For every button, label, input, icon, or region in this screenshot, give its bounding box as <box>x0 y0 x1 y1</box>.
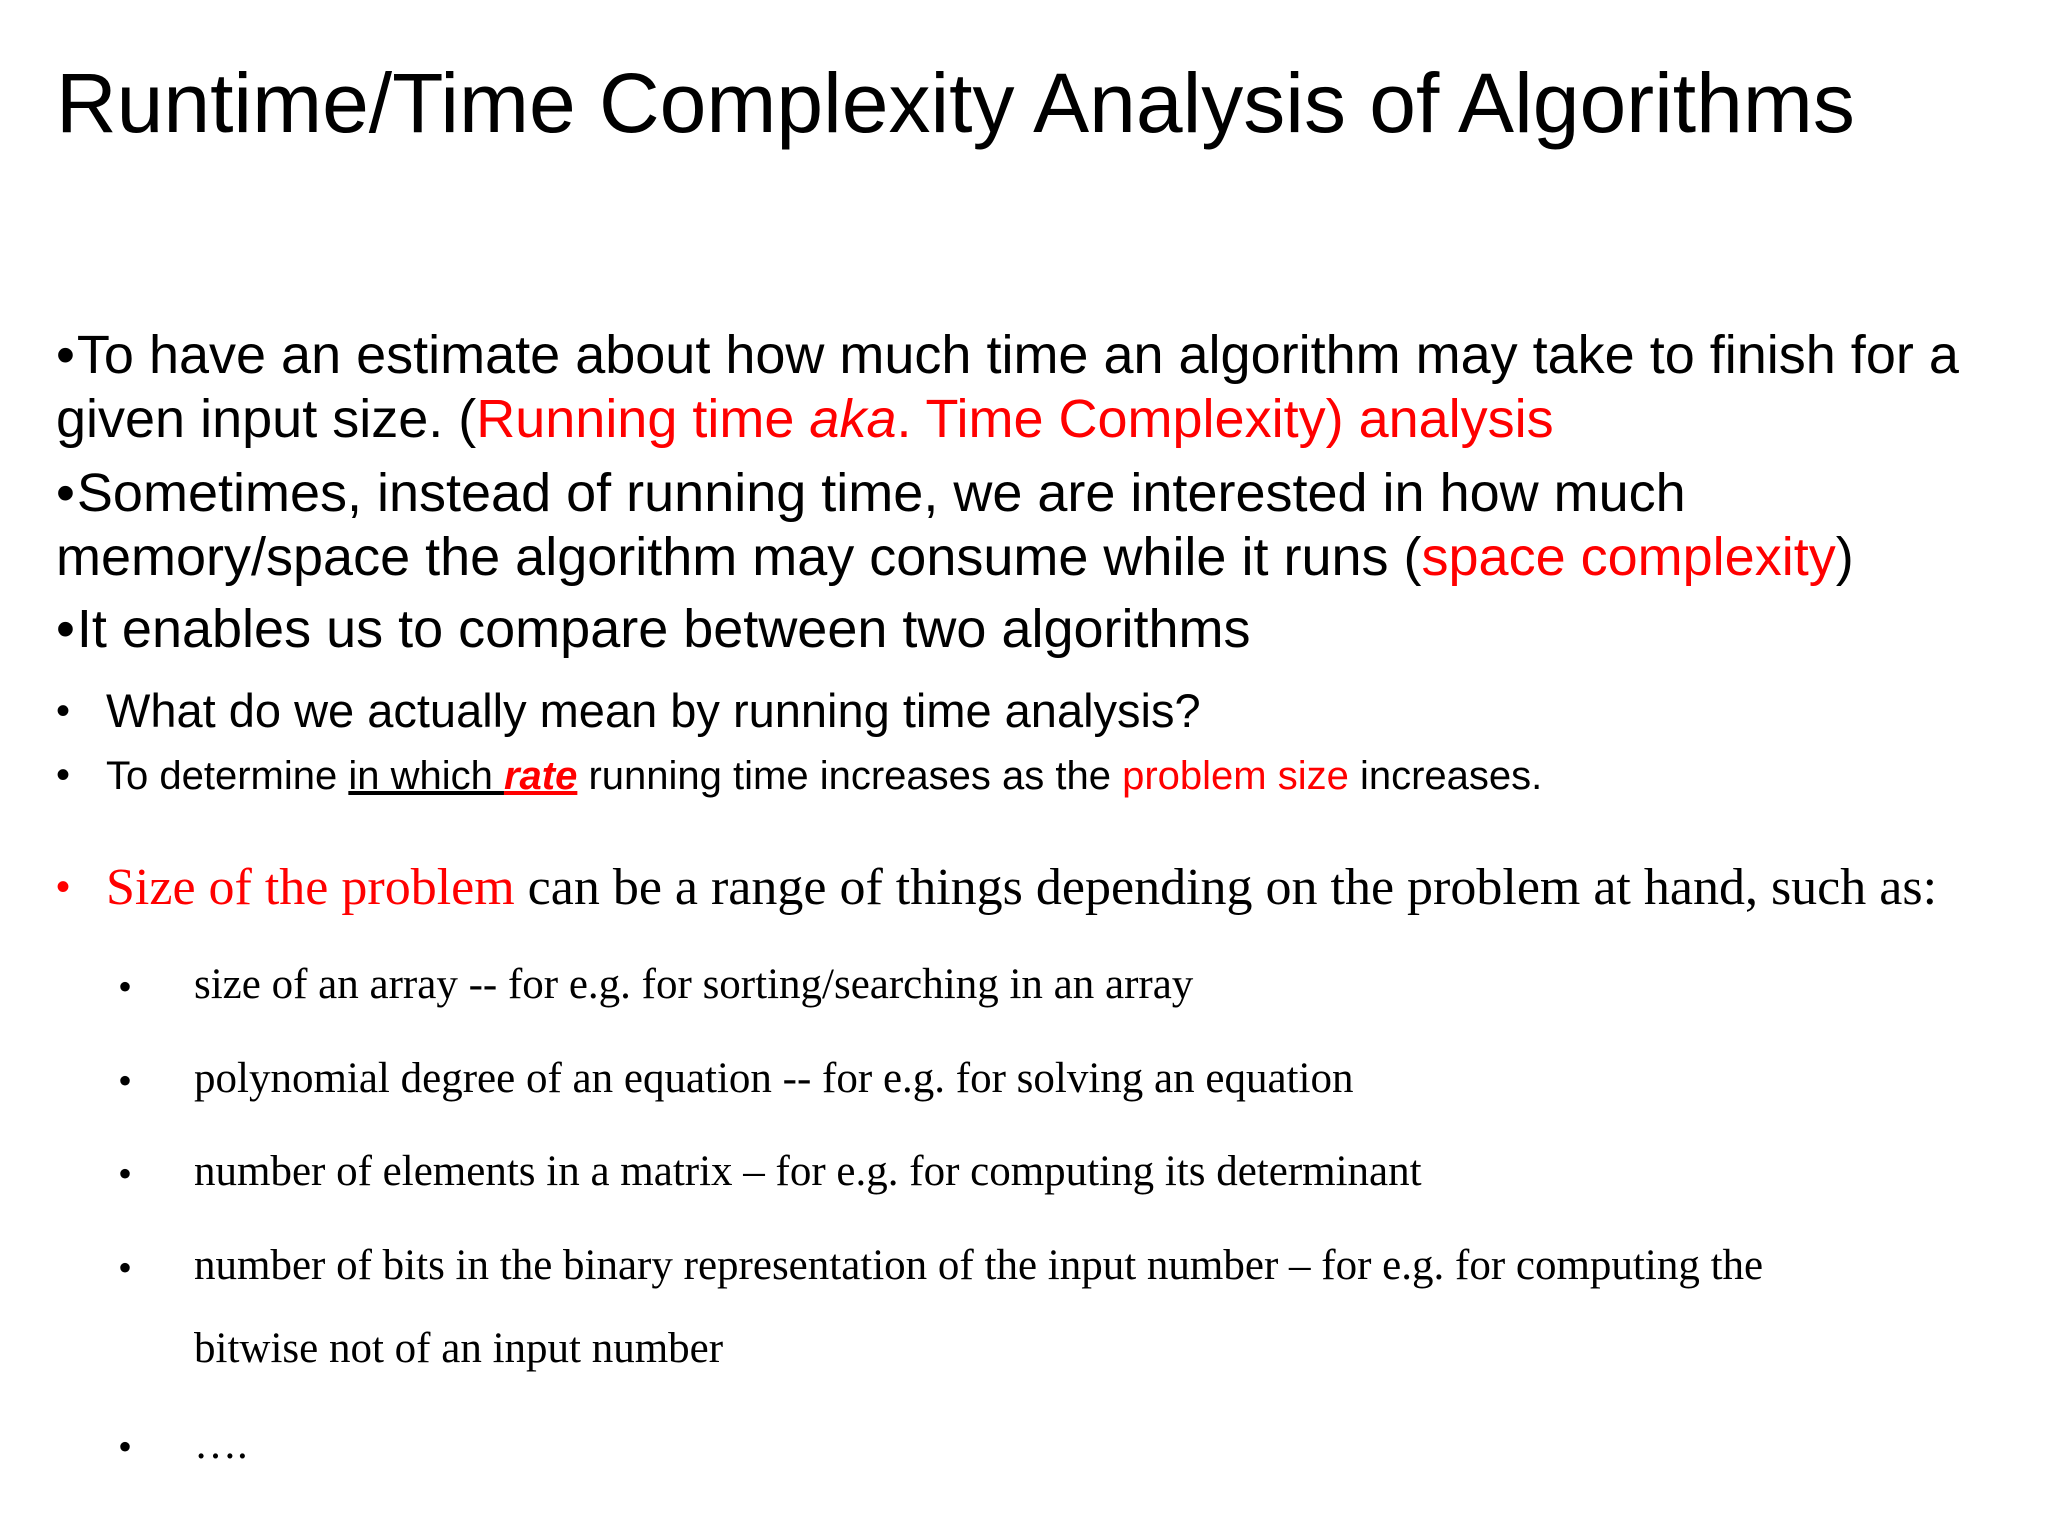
paragraph-estimate-line1 <box>56 322 1959 388</box>
sub-bullet-dot: • <box>118 1058 133 1103</box>
sub-bullet-dot: • <box>118 1151 133 1196</box>
list-item-ellipsis: …. <box>194 1421 248 1468</box>
paragraph-determine <box>106 751 1542 801</box>
list-item: polynomial degree of an equation -- for e.g. for solving an equation <box>194 1055 1354 1102</box>
paragraph-text: Sometimes, instead of running time, we are interested in how much <box>76 463 1686 523</box>
sub-bullet-dot: • <box>118 1245 133 1290</box>
paragraph-text: To have an estimate about how much time an algorithm may take to finish for a <box>76 325 1959 385</box>
paragraph-text: To determine <box>106 754 349 798</box>
paragraph-space-line2 <box>56 524 1854 590</box>
bullet-dot: • <box>56 463 75 523</box>
paragraph-text: increases. <box>1348 754 1543 798</box>
list-item: number of elements in a matrix – for e.g. for computing its determinant <box>194 1148 1422 1195</box>
highlight-space-complexity: space complexity <box>1421 527 1836 587</box>
underlined-in-which: in which <box>348 754 504 798</box>
highlight-time-complexity: . Time Complexity) analysis <box>896 389 1554 449</box>
highlight-size-of-problem: Size of the problem <box>106 859 515 916</box>
paragraph-question: What do we actually mean by running time analysis? <box>106 684 1201 737</box>
highlight-rate: rate <box>503 754 578 798</box>
paragraph-size-of-problem <box>106 857 1937 919</box>
paragraph-text: memory/space the algorithm may consume while it runs ( <box>56 527 1422 587</box>
bullet-dot: • <box>56 689 71 733</box>
bullet-dot-red: • <box>56 865 71 909</box>
bullet-dot: • <box>56 325 75 385</box>
list-item: size of an array -- for e.g. for sorting/searching in an array <box>194 961 1194 1008</box>
highlight-running-time: Running time <box>476 389 810 449</box>
sub-bullet-dot: • <box>118 964 133 1009</box>
paragraph-text: running time increases as the <box>577 754 1123 798</box>
highlight-aka: aka <box>809 389 897 449</box>
list-item: number of bits in the binary representation of the input number – for e.g. for computing the <box>194 1242 1764 1289</box>
slide-title: Runtime/Time Complexity Analysis of Algorithms <box>56 56 1855 150</box>
paragraph-compare <box>56 596 1251 662</box>
paragraph-space-line1 <box>56 460 1686 526</box>
highlight-problem-size: problem size <box>1122 754 1349 798</box>
paragraph-text: It enables us to compare between two algorithms <box>76 599 1251 659</box>
paragraph-estimate-line2 <box>56 386 1554 452</box>
paragraph-text: given input size. ( <box>56 389 477 449</box>
sub-bullet-dot: • <box>118 1424 133 1469</box>
bullet-dot: • <box>56 599 75 659</box>
paragraph-text: can be a range of things depending on the problem at hand, such as: <box>514 859 1938 916</box>
list-item-continuation: bitwise not of an input number <box>194 1325 724 1372</box>
paragraph-text: ) <box>1835 527 1854 587</box>
bullet-dot: • <box>56 753 71 797</box>
